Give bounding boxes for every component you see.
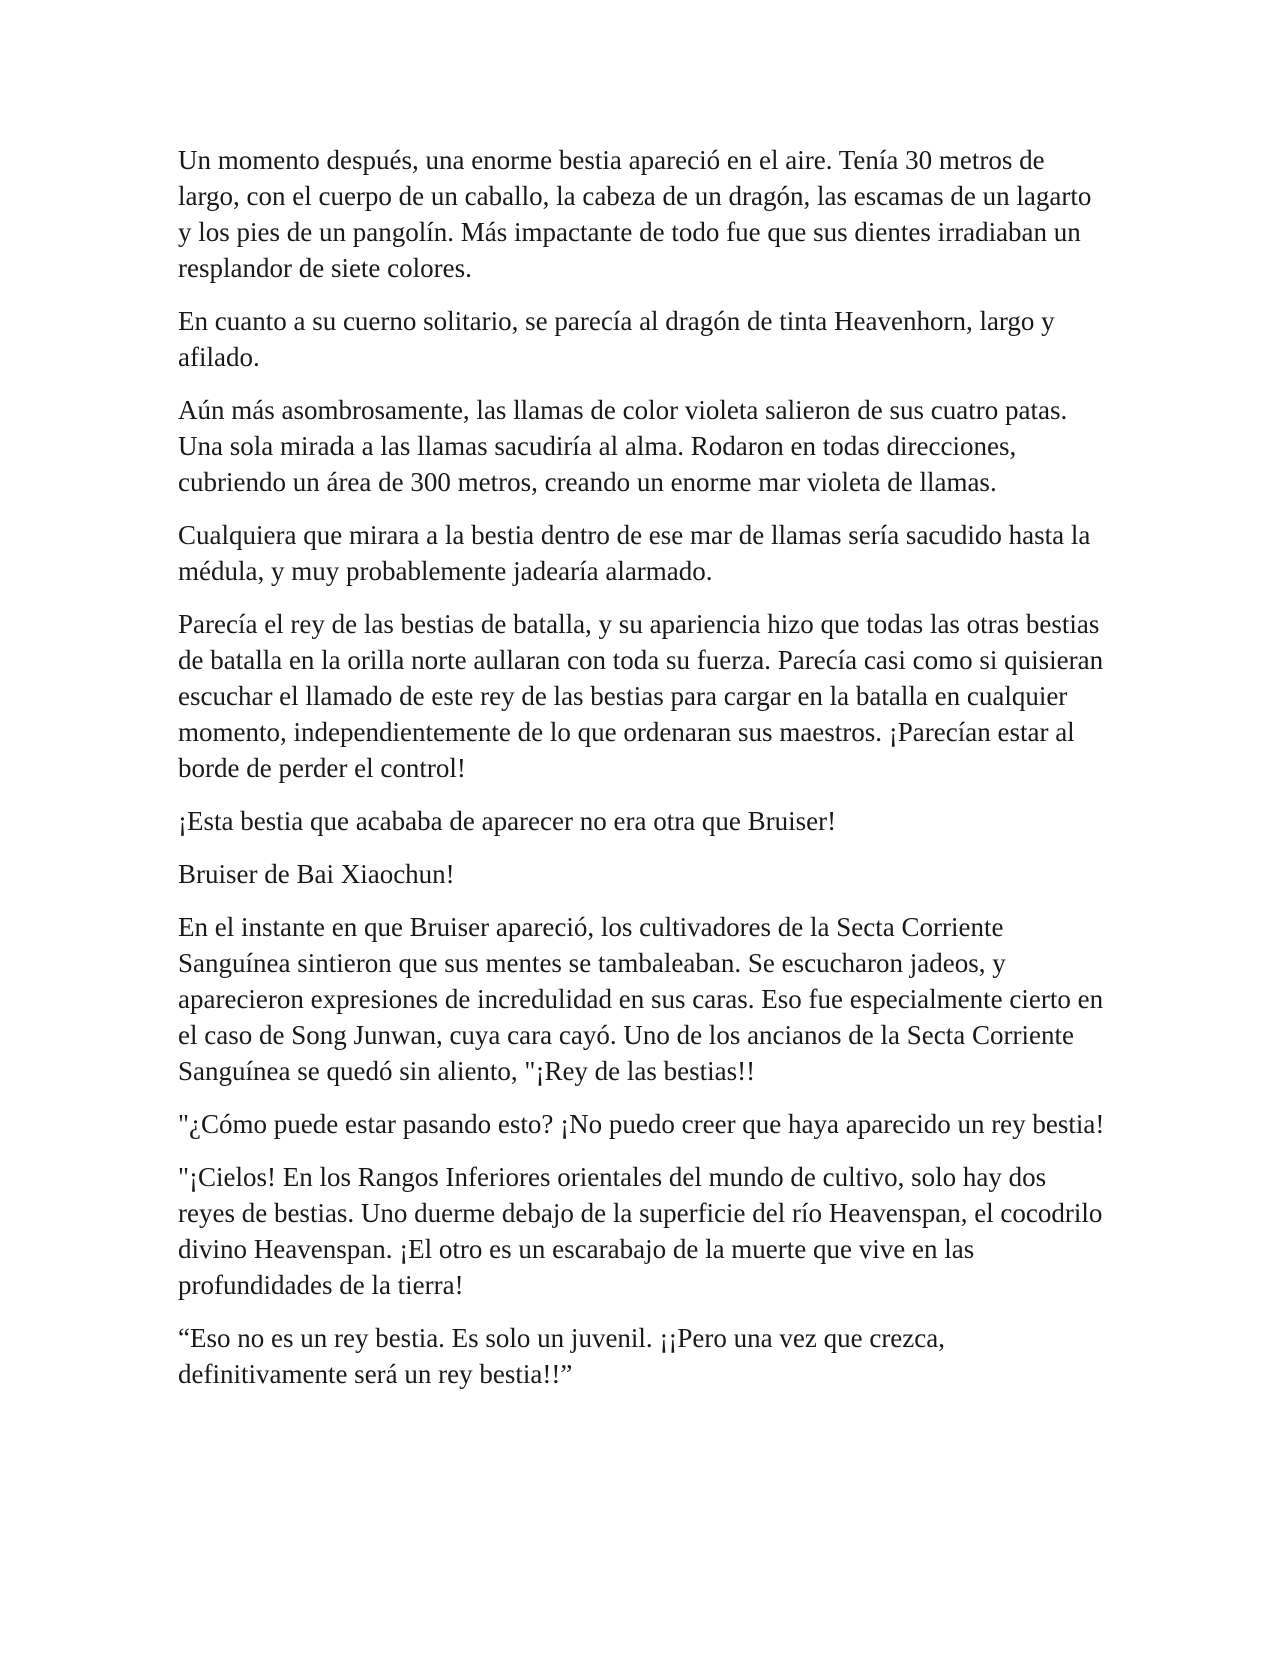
paragraph: “Eso no es un rey bestia. Es solo un juvenil. ¡¡Pero una vez que crezca, definitivamente será un rey bestia!!” xyxy=(178,1323,945,1389)
paragraph: Bruiser de Bai Xiaochun! xyxy=(178,859,455,889)
paragraph: En cuanto a su cuerno solitario, se parecía al dragón de tinta Heavenhorn, largo y afilado. xyxy=(178,306,1055,372)
paragraph: Cualquiera que mirara a la bestia dentro de ese mar de llamas sería sacudido hasta la médula, y muy probablemente jadearía alarmado. xyxy=(178,520,1091,586)
paragraph: "¡Cielos! En los Rangos Inferiores orientales del mundo de cultivo, solo hay dos reyes de bestias. Uno duerme debajo de la superficie del río Heavenspan, el cocodrilo divino Heavenspan. ¡El otro es un escarabajo de la muerte que vive en las profundidades de la tierra! xyxy=(178,1162,1103,1300)
document-page xyxy=(178,142,1108,1409)
paragraph: En el instante en que Bruiser apareció, los cultivadores de la Secta Corriente Sanguínea sintieron que sus mentes se tambaleaban. Se escucharon jadeos, y aparecieron expresiones de incredulidad en sus caras. Eso fue especialmente cierto en el caso de Song Junwan, cuya cara cayó. Uno de los ancianos de la Secta Corriente Sanguínea se quedó sin aliento, "¡Rey de las bestias!! xyxy=(178,912,1104,1086)
paragraph: Parecía el rey de las bestias de batalla, y su apariencia hizo que todas las otras bestias de batalla en la orilla norte aullaran con toda su fuerza. Parecía casi como si quisieran escuchar el llamado de este rey de las bestias para cargar en la batalla en cualquier momento, independientemente de lo que ordenaran sus maestros. ¡Parecían estar al borde de perder el control! xyxy=(178,609,1104,783)
paragraph: ¡Esta bestia que acababa de aparecer no era otra que Bruiser! xyxy=(178,806,837,836)
paragraph: Aún más asombrosamente, las llamas de color violeta salieron de sus cuatro patas. Una sola mirada a las llamas sacudiría al alma. Rodaron en todas direcciones, cubriendo un área de 300 metros, creando un enorme mar violeta de llamas. xyxy=(178,395,1068,497)
paragraph: Un momento después, una enorme bestia apareció en el aire. Tenía 30 metros de largo, con el cuerpo de un caballo, la cabeza de un dragón, las escamas de un lagarto y los pies de un pangolín. Más impactante de todo fue que sus dientes irradiaban un resplandor de siete colores. xyxy=(178,145,1092,283)
paragraph: "¿Cómo puede estar pasando esto? ¡No puedo creer que haya aparecido un rey bestia! xyxy=(178,1109,1105,1139)
